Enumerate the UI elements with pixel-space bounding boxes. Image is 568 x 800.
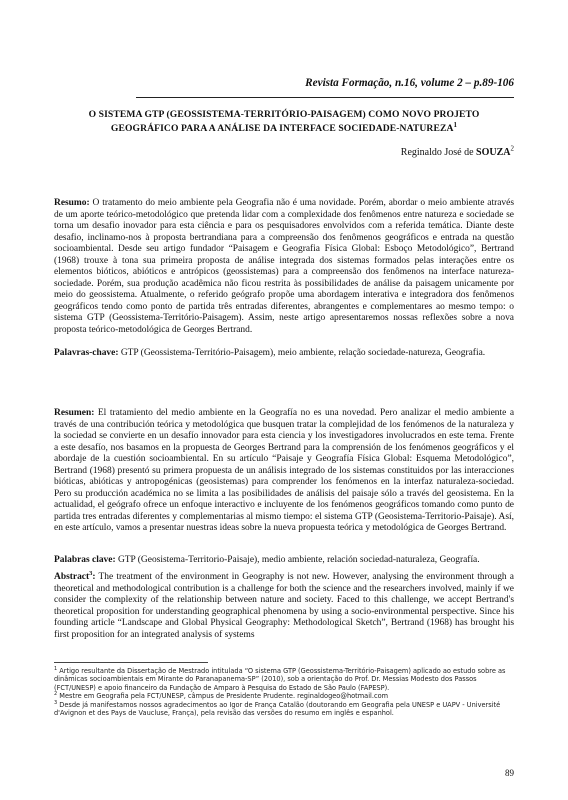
footnote-2-number: 2 (54, 691, 58, 698)
abstract-label (54, 569, 96, 582)
resumen-text: El tratamiento del medio ambiente en la Geografía no es una novedad. Pero analizar el medio ambiente a través de una contribución teórica y metodológica que busquen tratar la complejidad de los fenómenos de la naturaleza y la sociedad se convierte en un desafío innovador para esta ciencia y los investigadores involucrados en este tema. Frente a este desafío, nos basamos en la propuesta de Georges Bertrand para la comprensión de los fenómenos geográficos y el abordaje de la cuestión socioambiental. En su artículo “Paisaje y Geografía Física Global: Esquema Metodológico”, Bertrand (1968) presentó su primera propuesta de un análisis integrado de los sistemas constituidos por las interacciones bióticas, abióticas y antropogénicas (geosistemas) para comprender los fenómenos en la interfaz naturaleza-sociedad. Pero su producción académica no se limita a las posibilidades de análisis del paisaje sólo a través del geosistema. En la actualidad, el geógrafo ofrece un enfoque interactivo e incluyente de los fenómenos geográficos tomando como punto de partida tres entradas diferentes y complementarias al mismo tiempo: el sistema GTP (Geosistema-Territorio-Paisaje). Así, en este artículo, vamos a presentar nuestras ideas sobre la nueva propuesta teórica y metodológica de Georges Bertrand. (54, 408, 515, 534)
footnote-rule (54, 662, 208, 663)
author-surname: SOUZA (476, 147, 511, 158)
author-footnote-marker[interactable]: 2 (510, 144, 514, 153)
palabras-clave-text: GTP (Geosistema-Territorio-Paisaje), medio ambiente, relación sociedad-naturaleza, Geografía. (117, 555, 480, 565)
footnote-3-text: Desde já manifestamos nossos agradecimentos ao Igor de França Catalão (doutorando em Geografia pela UNESP e UAPV - Université d'Avignon et des Pays de Vaucluse, França), pela revisão das versões do resumo em inglês e espanhol. (54, 700, 501, 718)
footnote-1 (54, 667, 514, 692)
title-footnote-marker[interactable]: 1 (453, 120, 458, 129)
abstract-footnote-marker[interactable]: 3 (89, 569, 93, 577)
footnotes (54, 667, 514, 717)
abstract-text: The treatment of the environment in Geography is not new. However, analysing the environment through a theoretical and methodological contribution is a challenge for both the science and the researchers involved, mainly if we consider the complexity of the relationship between nature and society. Faced to this challenge, we accept Bertrand's theoretical proposition for understanding geographical phenomena by using a socio-environmental perspective. Since his founding article “Landscape and Global Physical Geography: Methodological Sketch”, Bertrand (1968) has brought his first proposition for an integrated analysis of systems (54, 572, 514, 640)
palabras-clave-label: Palabras clave: (54, 555, 116, 565)
page-number: 89 (505, 768, 514, 778)
header-rule (136, 97, 514, 98)
resumo-paragraph (54, 198, 514, 337)
resumo-text: O tratamento do meio ambiente pela Geografia não é uma novidade. Porém, abordar o meio ambiente através de um aporte teórico-metodológico que pretenda lidar com a complexidade dos fenômenos entre natureza e sociedade se torna um desafio inovador para esta ciência e para os pesquisadores envolvidos com a referida temática. Diante deste desafio, inclinamo-nos à proposta bertrandiana para a compreensão dos fenômenos geográficos e entrada na questão socioambiental. Desde seu artigo fundador “Paisagem e Geografia Física Global: Esboço Metodológico”, Bertrand (1968) trouxe à tona sua primeira proposta de análise integrada dos sistemas formados pelas interações entre os elementos bióticos, abióticos e antrópicos (geossistemas) para a compreensão dos fenômenos na interface natureza-sociedade. Porém, sua produção acadêmica não ficou restrita às possibilidades de análise da paisagem unicamente por meio do geossistema. Atualmente, o referido geógrafo propõe uma abordagem interativa e integradora dos fenômenos geográficos tendo como ponto de partida três entradas diferentes, abrangentes e complementares ao mesmo tempo: o sistema GTP (Geossistema-Território-Paisagem). Assim, neste artigo apresentaremos nossas reflexões sobre a nova proposta teórico-metodológica de Georges Bertrand. (54, 198, 514, 336)
footnote-2-text: Mestre em Geografia pela FCT/UNESP, câmpus de Presidente Prudente. reginaldogeo@hotmail.com (59, 692, 389, 701)
palavras-chave-label: Palavras-chave: (54, 348, 119, 358)
abstract-paragraph (54, 569, 514, 641)
author-given-name: Reginaldo José de (400, 147, 474, 158)
resumen-label: Resumen: (54, 408, 95, 418)
journal-header: Revista Formação, n.16, volume 2 – p.89-106 (305, 77, 514, 89)
author-line (54, 144, 514, 158)
resumen-paragraph (54, 408, 514, 535)
title-line-1: O SISTEMA GTP (GEOSSISTEMA-TERRITÓRIO-PAISAGEM) COMO NOVO PROJETO (88, 109, 480, 120)
palavras-chave-paragraph (54, 348, 514, 360)
footnote-2 (54, 692, 514, 700)
palabras-clave-paragraph (54, 555, 514, 567)
footnote-1-text: Artigo resultante da Dissertação de Mestrado intitulada “O sistema GTP (Geossistema-Território-Paisagem) aplicado ao estudo sobre as dinâmicas socioambientais em Mirante do Paranapanema-SP” (2010), sob a orientação do Prof. Dr. Messias Modesto dos Passos (FCT/UNESP) e apoio financeiro da Fundação de Amparo à Pesquisa do Estado de São Paulo (FAPESP). (54, 667, 506, 692)
resumo-label: Resumo: (54, 198, 90, 208)
abstract-label-text: Abstract (54, 572, 90, 582)
title-line-2 (54, 122, 514, 136)
abstract-label-colon: : (92, 572, 96, 582)
title-line-2-text: GEOGRÁFICO PARA A ANÁLISE DA INTERFACE SOCIEDADE-NATUREZA (110, 123, 454, 134)
footnote-1-number: 1 (54, 665, 58, 672)
footnote-3 (54, 701, 514, 718)
palavras-chave-text: GTP (Geossistema-Território-Paisagem), meio ambiente, relação sociedade-natureza, Geografia. (120, 348, 486, 358)
article-title (54, 108, 514, 136)
footnote-3-number: 3 (54, 699, 58, 706)
